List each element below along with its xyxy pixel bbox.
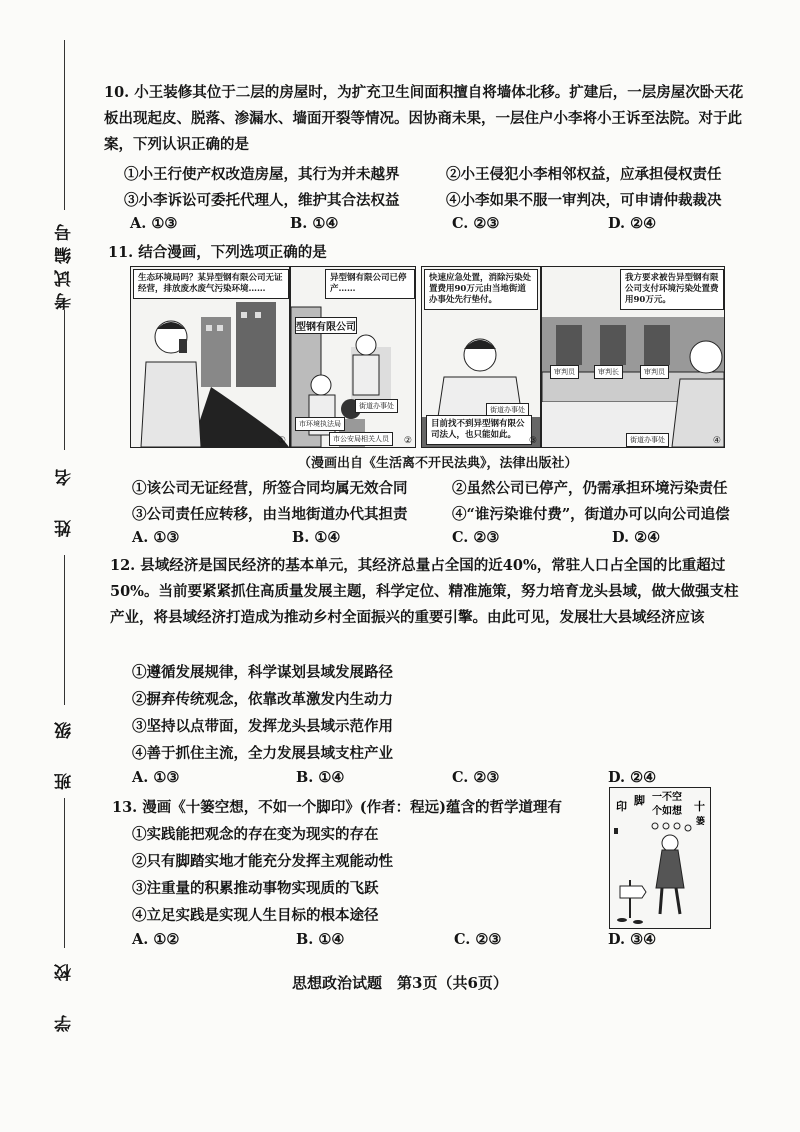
q11-option-3: ③公司责任应转移，由当地街道办代其担责	[132, 506, 408, 523]
svg-text:一不空: 一不空	[652, 792, 682, 803]
question-13-stem: 13. 漫画《十篓空想，不如一个脚印》(作者：程远)蕴含的哲学道理有	[112, 799, 562, 816]
comic-panel-2	[290, 266, 416, 448]
question-10-stem: 10. 小王装修其位于二层的房屋时，为扩充卫生间面积擅自将墙体北移。扩建后，一层房屋次卧天花板出现起皮、脱落、渗漏水、墙面开裂等情况。因协商未果，一层住户小李将小王诉至法院。对于此案，下列认识正确的是	[104, 84, 744, 153]
q11-comic-caption: （漫画出自《生活离不开民法典》，法律出版社）	[298, 456, 578, 471]
q10-option-4: ④小李如果不服一审判决，可申请仲裁裁决	[446, 192, 722, 209]
street-office-tag: 街道办事处	[486, 403, 529, 417]
q10-choice-b: B. ①④	[290, 215, 339, 232]
q12-option-3: ③坚持以点带面，发挥龙头县域示范作用	[132, 718, 393, 735]
margin-line	[64, 310, 65, 450]
street-office-tag: 街道办事处	[626, 433, 669, 447]
panel-number: ①	[277, 436, 286, 446]
q12-option-1: ①遵循发展规律，科学谋划县域发展路径	[132, 664, 393, 681]
judge-tag: 审判员	[640, 365, 669, 379]
q10-choice-d: D. ②④	[608, 215, 657, 232]
panel-number: ③	[528, 436, 537, 446]
comic-panel-1	[130, 266, 290, 448]
chief-judge-tag: 审判长	[594, 365, 623, 379]
q13-cartoon	[609, 787, 711, 929]
q10-option-1: ①小王行使产权改造房屋，其行为并未越界	[124, 166, 400, 183]
q12-choice-b: B. ①④	[296, 769, 345, 786]
q10-option-3: ③小李诉讼可委托代理人，维护其合法权益	[124, 192, 400, 209]
panel-2-speech: 异型钢有限公司已停产……	[325, 269, 415, 299]
exam-no-label: 考试编号	[55, 218, 75, 310]
q13-option-3: ③注重量的积累推动事物实现质的飞跃	[132, 880, 379, 897]
q13-option-4: ④立足实践是实现人生目标的根本途径	[132, 907, 379, 924]
panel-1-speech: 生态环境局吗？某异型钢有限公司无证经营，排放废水废气污染环境……	[133, 269, 289, 299]
binding-margin	[0, 0, 80, 1132]
panel-number: ②	[403, 436, 412, 446]
q12-choice-c: C. ②③	[452, 769, 500, 786]
q10-choice-c: C. ②③	[452, 215, 500, 232]
env-enforcement-tag: 市环境执法局	[295, 417, 345, 431]
panel-number: ④	[712, 436, 721, 446]
question-12-stem: 12. 县域经济是国民经济的基本单元，其经济总量占全国的近40%，常驻人口占全国的比重超过50%。当前要紧紧抓住高质量发展主题，科学定位、精准施策，努力培育龙头县域，做大做强支柱产业，将县域经济打造成为推动乡村全面振兴的重要引擎。由此可见，发展壮大县域经济应该	[110, 557, 739, 626]
svg-text:印: 印	[616, 800, 627, 813]
q12-option-2: ②摒弃传统观念，依靠改革激发内生动力	[132, 691, 393, 708]
svg-text:篓: 篓	[696, 817, 706, 827]
q13-choice-b: B. ①④	[296, 931, 345, 948]
q12-choice-d: D. ②④	[608, 769, 657, 786]
thinking-man-illustration	[610, 788, 710, 928]
margin-line	[64, 798, 65, 948]
panel-3-speech-2: 目前找不到异型钢有限公司法人，也只能如此。	[426, 415, 532, 445]
svg-text:十: 十	[694, 800, 705, 813]
q10-choice-a: A. ①③	[130, 215, 178, 232]
street-office-tag: 街道办事处	[355, 399, 398, 413]
q13-option-2: ②只有脚踏实地才能充分发挥主观能动性	[132, 853, 393, 870]
q11-choice-c: C. ②③	[452, 529, 500, 546]
q11-choice-d: D. ②④	[612, 529, 661, 546]
comic-panel-3	[421, 266, 541, 448]
q12-option-4: ④善于抓住主流，全力发展县域支柱产业	[132, 745, 393, 762]
q13-option-1: ①实践能把观念的存在变为现实的存在	[132, 826, 379, 843]
q11-choice-b: B. ①④	[292, 529, 341, 546]
q13-choice-c: C. ②③	[454, 931, 502, 948]
page-footer: 思想政治试题 第3页（共6页）	[292, 974, 508, 992]
panel-4-speech: 我方要求被告异型钢有限公司支付环境污染处置费用90万元。	[620, 269, 724, 310]
margin-line	[64, 40, 65, 210]
class-label: 班 级	[55, 708, 75, 790]
svg-text:个如想: 个如想	[652, 806, 682, 817]
q11-option-2: ②虽然公司已停产，仍需承担环境污染责任	[452, 480, 728, 497]
q11-choice-a: A. ①③	[132, 529, 180, 546]
police-tag: 市公安局相关人员	[329, 432, 393, 446]
name-label: 姓 名	[55, 455, 75, 537]
q11-option-4: ④“谁污染谁付费”，街道办可以向公司追偿	[452, 506, 730, 523]
school-label: 学 校	[55, 950, 75, 1032]
judge-tag: 审判员	[550, 365, 579, 379]
comic-panel-4	[541, 266, 725, 448]
svg-text:脚: 脚	[634, 794, 645, 807]
panel-3-speech: 快速应急处置，消除污染处置费用90万元由当地街道办事处先行垫付。	[424, 269, 538, 310]
q13-choice-a: A. ①②	[132, 931, 180, 948]
q10-option-2: ②小王侵犯小李相邻权益，应承担侵权责任	[446, 166, 722, 183]
question-11-stem: 11. 结合漫画，下列选项正确的是	[108, 244, 327, 261]
company-sign: 型钢有限公司	[295, 317, 357, 334]
q13-choice-d: D. ③④	[608, 931, 657, 948]
q12-choice-a: A. ①③	[132, 769, 180, 786]
margin-line	[64, 555, 65, 705]
q11-option-1: ①该公司无证经营，所签合同均属无效合同	[132, 480, 408, 497]
